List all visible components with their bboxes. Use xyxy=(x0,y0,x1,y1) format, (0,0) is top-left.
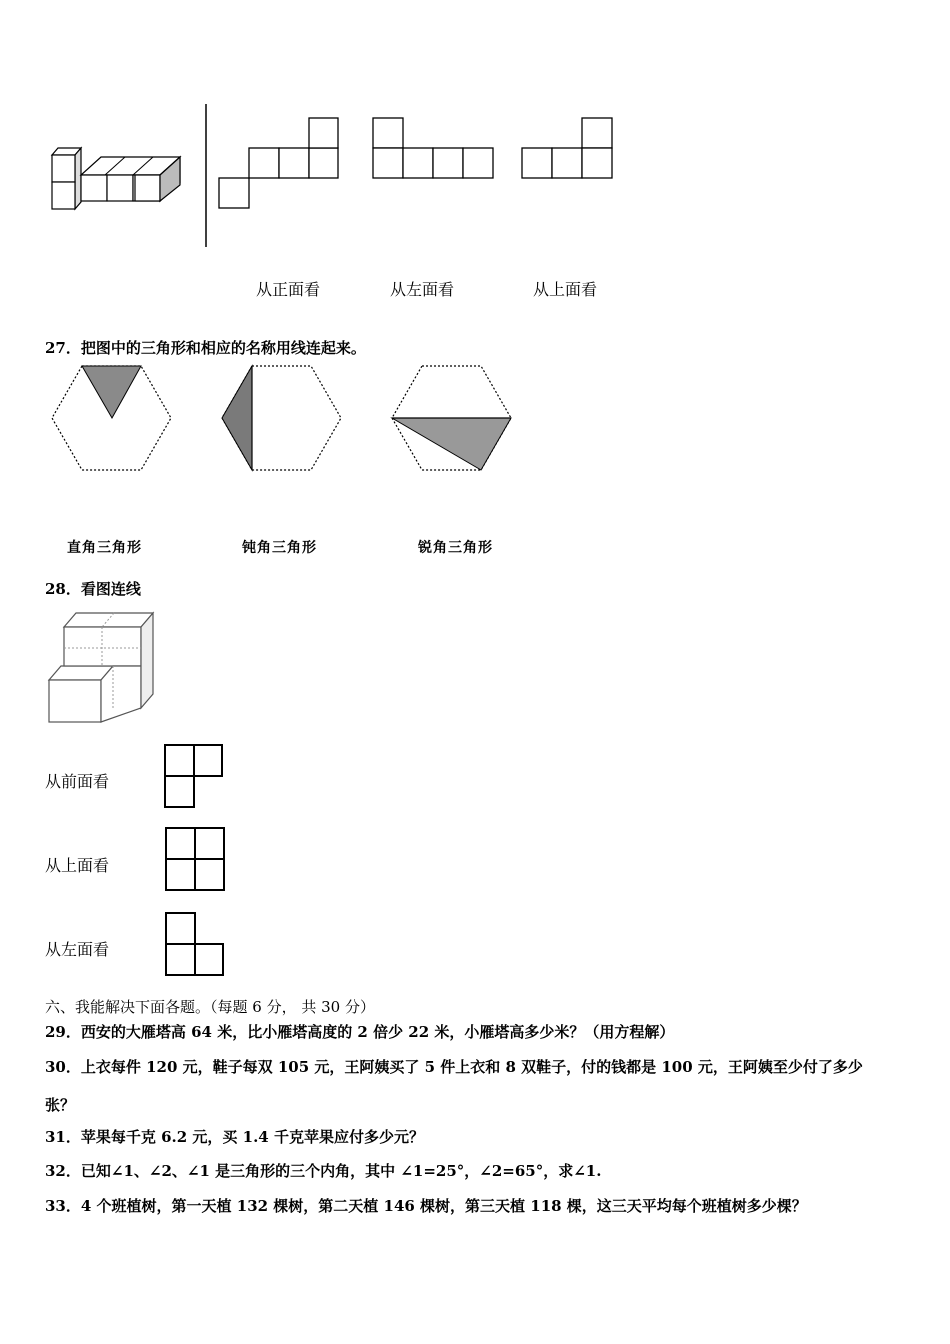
hexagon-right-triangle xyxy=(50,363,175,473)
view-figure-c xyxy=(521,117,616,182)
q27-name-obtuse: 钝角三角形 xyxy=(242,540,317,556)
q28-view-l-shape xyxy=(163,743,225,809)
problem-31: 31．苹果每千克 6.2 元，买 1.4 千克苹果应付多少元？ xyxy=(45,1128,424,1146)
problem-29: 29．西安的大雁塔高 64 米，比小雁塔高度的 2 倍少 22 米，小雁塔高多少米？（用方程解） xyxy=(45,1023,675,1041)
q26-label-left: 从左面看 xyxy=(390,280,455,299)
cube-block-3d-figure xyxy=(46,610,161,728)
q28-label-top: 从上面看 xyxy=(45,856,110,875)
q28-label-front: 从前面看 xyxy=(45,772,110,791)
view-figure-b xyxy=(372,117,497,182)
q28-view-step-shape xyxy=(164,911,227,978)
q28-label-left: 从左面看 xyxy=(45,940,110,959)
q26-label-front: 从正面看 xyxy=(256,280,321,299)
q28-question: 28．看图连线 xyxy=(45,580,141,598)
problem-30-cont: 张？ xyxy=(45,1096,76,1114)
q28-view-square-grid xyxy=(164,826,227,893)
hexagon-acute-triangle xyxy=(390,363,515,473)
hexagon-obtuse-triangle xyxy=(220,363,345,473)
cube-stack-3d-figure xyxy=(45,145,185,215)
divider-line xyxy=(205,104,209,249)
problem-32: 32．已知∠1、∠2、∠1 是三角形的三个内角，其中 ∠1=25°，∠2=65°，求∠1. xyxy=(45,1162,602,1180)
view-figure-a xyxy=(218,117,343,212)
problem-33: 33．4 个班植树，第一天植 132 棵树，第二天植 146 棵树，第三天植 118 棵，这三天平均每个班植树多少棵？ xyxy=(45,1197,807,1215)
q27-question: 27．把图中的三角形和相应的名称用线连起来。 xyxy=(45,339,366,357)
q27-name-right: 直角三角形 xyxy=(67,540,142,556)
q27-name-acute: 锐角三角形 xyxy=(418,540,493,556)
problem-30: 30．上衣每件 120 元，鞋子每双 105 元，王阿姨买了 5 件上衣和 8 双鞋子，付的钱都是 100 元，王阿姨至少付了多少 xyxy=(45,1058,863,1076)
q26-label-top: 从上面看 xyxy=(533,280,598,299)
section6-heading: 六、我能解决下面各题。（每题 6 分， 共 30 分） xyxy=(45,998,375,1016)
